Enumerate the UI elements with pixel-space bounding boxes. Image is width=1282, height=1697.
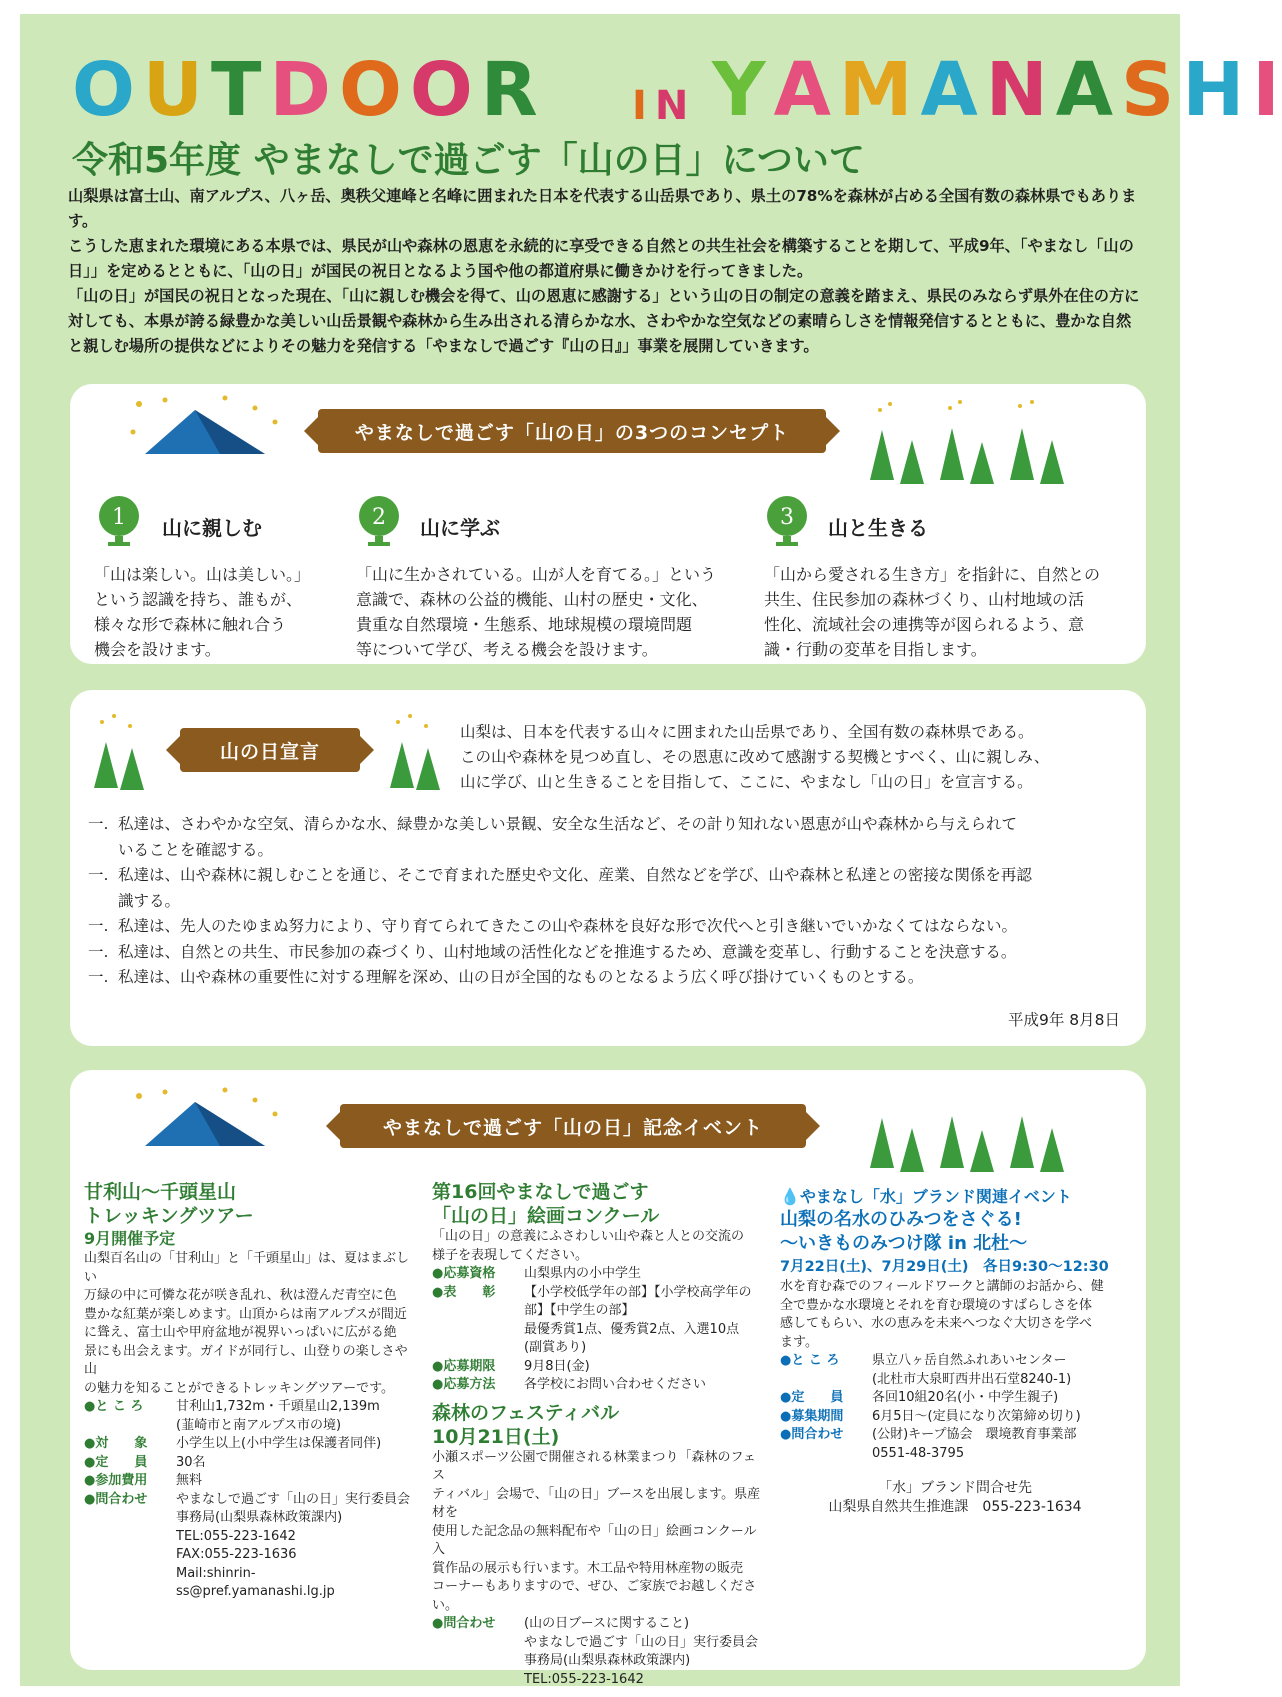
hero-letter: O (338, 47, 404, 133)
hero-word-yamanashi (712, 47, 1282, 133)
event-description: 「山の日」の意義にふさわしい山や森と人との交流の 様子を表現してください。 (432, 1229, 745, 1263)
list-item: 一. 私達は、先人のたゆまぬ努力により、守り育てられてきたこの山や森林を良好な形で次代へと引き継いでいかなくてはならない。 (88, 917, 1018, 935)
concept-number: 3 (780, 505, 794, 530)
concept-body: 「山は楽しい。山は美しい。」 という認識を持ち、誰もが、 様々な形で森林に触れ合う 機会を設けます。 (94, 565, 311, 659)
hero-letter: I (1252, 47, 1282, 133)
hero-letter: N (654, 83, 689, 129)
list-item: 一. 私達は、山や森林に親しむことを通じ、そこで育まれた歴史や文化、産業、自然などを学び、山や森林と私達との密接な関係を再認 識する。 (88, 866, 1032, 910)
water-brand-event (780, 1186, 1130, 1516)
event-tag: 💧やまなし「水」ブランド関連イベント (780, 1187, 1072, 1206)
event-schedule: 9月開催予定 (84, 1229, 176, 1248)
intro-paragraph: 山梨県は富士山、南アルプス、八ヶ岳、奥秩父連峰と名峰に囲まれた日本を代表する山岳県であり、県土の78%を森林が占める全国有数の森林県でもあります。 (68, 187, 1137, 230)
info-row: ●応募期限 9月8日(金) (432, 1358, 590, 1374)
hero-word-outdoor (72, 47, 540, 133)
hero-letter: A (773, 47, 833, 133)
event-title: 甘利山～千頭星山 (84, 1181, 237, 1203)
info-row: ●表 彰 【小学校低学年の部】【小学校高学年の 部】【中学生の部】 最優秀賞1点、優秀賞2点、入選10点 (副賞あり) (432, 1284, 752, 1355)
hero-letter: O (409, 47, 475, 133)
info-row: ●問合わせ やまなしで過ごす「山の日」実行委員会 事務局(山梨県森林政策課内) TEL:055-223-1642 FAX:055-223-1636 Mail:shinrin-ss@pref.yamanashi.lg.jp (84, 1491, 411, 1599)
list-item: 一. 私達は、山や森林の重要性に対する理解を深め、山の日が全国的なものとなるよう広く呼び掛けていくものとする。 (88, 968, 924, 986)
concept-body: 「山に生かされている。山が人を育てる。」という 意識で、森林の公益的機能、山村の歴史・文化、 貴重な自然環境・生態系、地球規模の環境問題 等について学び、考える機会を設けます。 (356, 565, 717, 659)
declaration-list (88, 812, 1128, 991)
info-row: ●対 象 小学生以上(小中学生は保護者同伴) (84, 1436, 382, 1451)
number-3-icon (764, 494, 810, 548)
event-description: 水を育む森でのフィールドワークと講師のお話から、健 全で豊かな水環境とそれを育む環境のすばらしさを体 感してもらい、水の恵みを未来へつなぐ大切さを学べ ます。 (780, 1279, 1104, 1350)
trekking-event (84, 1180, 414, 1602)
concept-title: 山に学ぶ (420, 516, 500, 540)
event-title: 山梨の名水のひみつをさぐる! (780, 1209, 1022, 1230)
info-row: ●定 員 各回10組20名(小・中学生親子) (780, 1390, 1059, 1405)
intro-paragraph: 「山の日」が国民の祝日となった現在、「山に親しむ機会を得て、山の恩恵に感謝する」という山の日の制定の意義を踏まえ、県民のみならず県外在住の方に対しても、本県が誇る緑豊かな美しい山岳景観や森林から生み出される清らかな水、さわやかな空気などの素晴らしさを情報発信するとともに、豊かな自然と親しむ場所の提供などによりその魅力を発信する「やまなしで過ごす『山の日』」事業を展開していきます。 (68, 287, 1140, 355)
hero-letter: H (1182, 47, 1247, 133)
number-1-icon (96, 494, 142, 548)
hero-letter: S (1121, 47, 1177, 133)
hero-word-in (632, 84, 688, 128)
event-description: 小瀬スポーツ公園で開催される林業まつり「森林のフェス ティバル」会場で、「山の日」ブースを出展します。県産材を 使用した記念品の無料配布や「山の日」絵画コンクール入 賞作品の展示も行います。木工品や特用林産物の販売 コーナーもありますので、ぜひ、ご家族でお越しください。 (432, 1449, 761, 1613)
hero-letter: T (211, 47, 264, 133)
event-title: 森林のフェスティバル (432, 1401, 620, 1424)
list-item: 一. 私達は、さわやかな空気、清らかな水、緑豊かな美しい景観、安全な生活など、その計り知れない恩恵が山や森林から与えられて いることを確認する。 (88, 815, 1018, 859)
tent-illustration (125, 392, 285, 462)
event-title: トレッキングツアー (84, 1205, 254, 1227)
info-row: ●問合わせ (公財)キープ協会 環境教育事業部 0551-48-3795 (780, 1427, 1077, 1461)
event-title: 第16回やまなしで過ごす (432, 1181, 649, 1203)
hero-letter: Y (712, 47, 768, 133)
art-contest-event (432, 1180, 764, 1689)
hero-title (72, 40, 1282, 133)
contact-title: 「水」ブランド問合せ先 (878, 1480, 1032, 1496)
event-description: 山梨百名山の「甘利山」と「千頭星山」は、夏はまぶしい 万緑の中に可憐な花が咲き乱れ、秋は澄んだ青空に色 豊かな紅葉が楽しめます。山頂からは南アルプスが間近 に聳え、富士山や甲府盆地が視界いっぱいに広がる絶 景にも出会えます。ガイドが同行し、山登りの楽しさや山 の魅力を知ることができるトレッキングツアーです。 (84, 1251, 410, 1396)
info-row: ●応募方法 各学校にお問い合わせください (432, 1377, 707, 1392)
trees-illustration (90, 712, 150, 792)
hero-letter: U (142, 47, 206, 133)
declaration-banner: 山の日宣言 (180, 728, 360, 772)
hero-letter: N (985, 47, 1050, 133)
intro-paragraph: こうした恵まれた環境にある本県では、県民が山や森林の恩恵を永続的に享受できる自然との共生社会を構築することを期して、平成9年、「やまなし「山の日」」を定めるとともに、「山の日」が国民の祝日となるよう国や他の都道府県に働きかけを行ってきました。 (68, 237, 1134, 280)
event-date: 7月22日(土)、7月29日(土) 各日9:30～12:30 (780, 1259, 1109, 1275)
info-row: ●定 員 30名 (84, 1454, 206, 1470)
concept-body: 「山から愛される生き方」を指針に、自然との 共生、住民参加の森林づくり、山村地域の活 性化、流域社会の連携等が図られるよう、意 識・行動の変革を目指します。 (764, 565, 1101, 659)
tent-illustration (125, 1084, 285, 1154)
hero-letter: D (269, 47, 333, 133)
declaration-lead: 山梨は、日本を代表する山々に囲まれた山岳県であり、全国有数の森林県である。 この山や森林を見つめ直し、その恩恵に改めて感謝する契機とすべく、山に親しみ、 山に学び、山と生きることを目指して、ここに、やまなし「山の日」を宣言する。 (460, 723, 1050, 791)
trees-illustration (860, 1088, 1070, 1178)
list-item: 一. 私達は、自然との共生、市民参加の森づくり、山村地域の活性化などを推進するため、意識を変革し、行動することを決意する。 (88, 942, 1017, 961)
info-row: ●応募資格 山梨県内の小中学生 (432, 1266, 642, 1281)
hero-letter: O (72, 47, 137, 133)
hero-letter: A (920, 47, 980, 133)
event-date: 10月21日(土) (432, 1425, 560, 1448)
trees-illustration (860, 400, 1070, 490)
event-title: ～いきものみつけ隊 in 北杜～ (780, 1233, 1028, 1254)
concept-title: 山に親しむ (162, 516, 262, 540)
concept-number: 2 (372, 505, 386, 530)
hero-letter: A (1055, 47, 1116, 133)
info-row: ●と こ ろ 甘利山1,732m・千頭星山2,139m (韮崎市と南アルプス市の境) (84, 1399, 380, 1433)
number-2-icon (356, 494, 402, 548)
hero-letter: M (838, 47, 915, 133)
concept-number: 1 (112, 505, 126, 530)
info-row: ●と こ ろ 県立八ヶ岳自然ふれあいセンター (北杜市大泉町西井出石堂8240-1) (780, 1353, 1072, 1387)
info-row: ●参加費用 無料 (84, 1473, 203, 1488)
trees-illustration (386, 712, 446, 792)
contact-info: 山梨県自然共生推進課 055-223-1634 (828, 1498, 1082, 1515)
intro-text (68, 184, 1144, 359)
page-title: 令和5年度 やまなしで過ごす「山の日」について (72, 140, 865, 181)
concepts-banner: やまなしで過ごす「山の日」の3つのコンセプト (318, 409, 826, 453)
water-drop-icon: 💧 (780, 1187, 800, 1206)
event-title: 「山の日」絵画コンクール (432, 1205, 660, 1227)
hero-letter: R (480, 47, 540, 133)
concept-title: 山と生きる (828, 516, 928, 540)
hero-letter: I (632, 83, 647, 129)
events-banner: やまなしで過ごす「山の日」記念イベント (340, 1104, 806, 1148)
info-row: ●問合わせ (山の日ブースに関すること) やまなしで過ごす「山の日」実行委員会 事務局(山梨県森林政策課内) TEL:055-223-1642 (432, 1616, 759, 1687)
info-row: ●募集期間 6月5日～(定員になり次第締め切り) (780, 1408, 1081, 1424)
declaration-date: 平成9年 8月8日 (1007, 1011, 1120, 1029)
